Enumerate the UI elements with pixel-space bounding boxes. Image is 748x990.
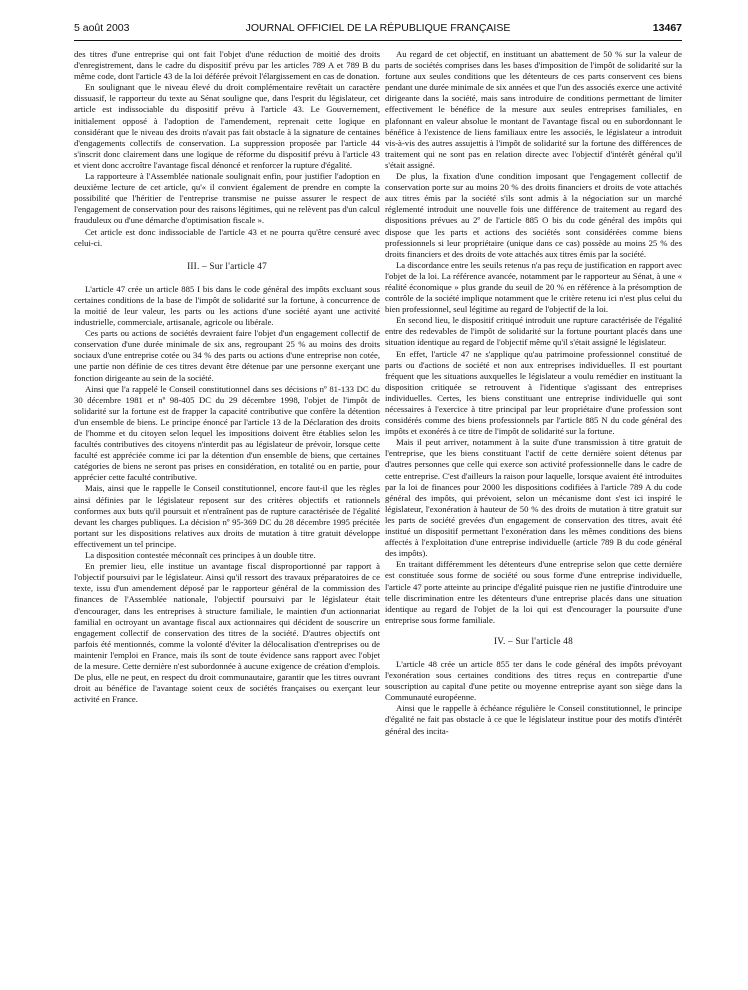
paragraph: L'article 47 crée un article 885 I bis dans le code général des impôts excluant sous certaines conditions de la base de l'impôt de solidarité sur la fortune, à concurrence de la moitié de leur valeur, les parts ou les actions d'une société ayant une activité industrielle, commerciale, artisanale, agricole ou libérale. <box>74 283 380 328</box>
left-column <box>74 49 380 984</box>
paragraph: Au regard de cet objectif, en instituant un abattement de 50 % sur la valeur de parts de sociétés comprises dans les bases d'imposition de l'impôt de solidarité sur la fortune aux seules conditions que les détenteurs de ces parts conservent ces biens pendant une durée minimale de six années et que l'un des associés exerce une activité dirigeante dans la société, mais sans introduire de conditions permettant de limiter effectivement le bénéfice de la mesure aux seules entreprises familiales, en plafonnant en valeur absolue le montant de l'avantage fiscal ou en subordonnant le bénéfice à l'existence de liens familiaux entre les associés, le législateur a introduit vis-à-vis des autres assujettis à l'impôt de solidarité sur la fortune des différences de traitement qui ne sont pas en relation directe avec l'objectif d'intérêt général qu'il s'était assigné. <box>385 49 682 170</box>
paragraph: De plus, la fixation d'une condition imposant que l'engagement collectif de conservation porte sur au moins 20 % des droits financiers et droits de vote attachés aux titres émis par la société s'ils sont admis à la négociation sur un marché réglementé introduit une nouvelle fois une différence de traitement au regard des dispositions prévues au 2º de l'article 885 O bis du code général des impôts qui dispose que les parts et actions des sociétés sont considérées comme biens professionnels si leur propriétaire (unique dans ce cas) possède au moins 25 % des droits financiers et des droits de vote attachés aux titres émis par la société. <box>385 171 682 259</box>
page-number: 13467 <box>652 22 682 34</box>
paragraph: En traitant différemment les détenteurs d'une entreprise selon que cette dernière est constituée sous forme de société ou sous forme d'une entreprise individuelle, l'article 47 porte atteinte au principe d'égalité puisque rien ne justifie d'introduire une telle discrimination entre les détenteurs d'une entreprise placés dans une situation identique au regard de l'objet de la loi qui est d'encourager la poursuite d'une entreprise sous forme familiale. <box>385 559 682 625</box>
paragraph: L'article 48 crée un article 855 ter dans le code général des impôts prévoyant l'exonération sous certaines conditions des titres reçus en contrepartie d'une souscription au capital d'une petite ou moyenne entreprise ayant son siège dans la Communauté européenne. <box>385 658 682 703</box>
paragraph: La discordance entre les seuils retenus n'a pas reçu de justification en rapport avec l'objet de la loi. La référence avancée, notamment par le rapporteur au Sénat, à une « réalité économique » plus grande du seuil de 20 % en référence à la présomption de contrôle de la société implique notamment que le critère retenu ici n'est plus celui du bien professionnel, seul légitime au regard de l'objectif de la loi. <box>385 259 682 315</box>
section-heading-article-47: III. – Sur l'article 47 <box>187 261 267 272</box>
paragraph: des titres d'une entreprise qui ont fait l'objet d'une réduction de moitié des droits d'enregistrement, dans le cadre du dispositif prévu par les articles 789 A et 789 B du même code, dont l'article 43 de la loi déférée prévoit l'élargissement en cas de donation. <box>74 49 380 82</box>
paragraph: En effet, l'article 47 ne s'applique qu'au patrimoine professionnel constitué de parts ou d'actions de société et non aux entreprises individuelles. Il est pourtant fréquent que les situations auxquelles le législateur a voulu remédier en instituant la disposition critiquée se retrouvent à l'identique s'agissant des entreprises individuelles. Certes, les biens constituant une entreprise individuelle qui sont nécessaires à l'exercice à titre principal par leur propriétaire d'une profession sont considérés comme des biens professionnels par l'article 885 N du code général des impôts et exonérés à ce titre de l'impôt de solidarité sur la fortune. <box>385 348 682 437</box>
paragraph: Ainsi que le rappelle à échéance régulière le Conseil constitutionnel, le principe d'égalité ne fait pas obstacle à ce que le législateur institue pour des motifs d'intérêt général des incita- <box>385 703 682 736</box>
paragraph: La disposition contestée méconnaît ces principes à un double titre. <box>85 550 316 561</box>
header-rule <box>74 40 682 41</box>
paragraph: En soulignant que le niveau élevé du droit complémentaire revêtait un caractère dissuasif, le rapporteur du texte au Sénat souligne que, dans l'esprit du législateur, cet article est indissociable du dispositif prévu à l'article 43. Le Gouvernement, initialement opposé à l'adoption de l'amendement, reprenait cette logique en considérant que le niveau des droits n'avait pas fait obstacle à la signature de centaines d'engagements collectifs de conservation. La suppression proposée par l'article 44 s'inscrit donc clairement dans une logique de réforme du dispositif prévu à l'article 43 et vient donc accroître l'avantage fiscal dénoncé et renforcer la rupture d'égalité. <box>74 82 380 170</box>
paragraph: En premier lieu, elle institue un avantage fiscal disproportionné par rapport à l'objectif poursuivi par le législateur. Ainsi qu'il ressort des travaux préparatoires de ce texte, issu d'un amendement déposé par le rapporteur général de la commission des finances de l'Assemblée nationale, l'objectif poursuivi par le législateur était d'encourager, dans les entreprises à structure familiale, le maintien d'un actionnariat familial en octroyant un avantage fiscal aux actionnaires qui décident de souscrire un engagement collectif de conservation des titres de la société. D'autres objectifs ont parfois été mentionnés, comme la volonté d'éviter la délocalisation d'entreprises ou de maintenir l'emploi en France, mais ils sont de toute évidence sans rapport avec l'objet de la mesure. Cette dernière n'est subordonnée à aucune exigence de création d'emplois. De plus, elle ne peut, en respect du droit communautaire, garantir que les titres ouvrant droit au bénéfice de l'avantage soient ceux de sociétés françaises ou exerçant leur activité en France. <box>74 561 380 705</box>
right-column <box>385 49 682 984</box>
journal-title: JOURNAL OFFICIEL DE LA RÉPUBLIQUE FRANÇAISE <box>245 22 511 34</box>
issue-date: 5 août 2003 <box>74 22 130 34</box>
paragraph: Mais il peut arriver, notamment à la suite d'une transmission à titre gratuit de l'entreprise, que les biens constituant l'actif de cette dernière soient détenus par d'autres personnes que celle qui exerce son activité professionnelle dans le cadre de cette entreprise. C'est d'ailleurs la raison pour laquelle, lorsque avaient été introduites par la loi de finances pour 2000 les dispositions codifiées à l'article 789 A du code général des impôts, qui prévoient, selon un mécanisme dont s'est ici inspiré le législateur, l'exonération à hauteur de 50 % des droits de mutation à titre gratuit sur les parts de société grevées d'un engagement de conservation des titres, avait été institué un dispositif permettant l'exonération dans les mêmes conditions des biens affectés à l'exploitation d'une entreprise individuelle (article 789 B du code général des impôts). <box>385 437 682 559</box>
paragraph: Mais, ainsi que le rappelle le Conseil constitutionnel, encore faut-il que les règles ainsi définies par le législateur reposent sur des critères objectifs et rationnels conformes aux buts qu'il poursuit et n'entraînent pas de rupture caractérisée de l'égalité devant les charges publiques. La décision nº 95-369 DC du 28 décembre 1995 précitée portant sur les dispositions relatives aux droits de mutation à titre gratuit développe effectivement un tel principe. <box>74 483 380 549</box>
paragraph: La rapporteure à l'Assemblée nationale soulignait enfin, pour justifier l'adoption en deuxième lecture de cet article, qu'« il convient également de prendre en compte la possibilité que l'héritier de l'entreprise transmise ne puisse assurer le respect de l'engagement de conservation pour des raisons légitimes, qui ne relèvent pas d'un calcul frauduleux ou d'une démarche d'optimisation fiscale ». <box>74 171 380 226</box>
paragraph: Ainsi que l'a rappelé le Conseil constitutionnel dans ses décisions nº 81-133 DC du 30 décembre 1981 et nº 98-405 DC du 29 décembre 1998, l'objet de l'impôt de solidarité sur la fortune est de frapper la capacité contributive que confère la détention d'un ensemble de biens. Le principe énoncé par l'article 13 de la Déclaration des droits de l'homme et du citoyen selon lequel les impositions doivent être établies selon les facultés contributives des citoyens n'interdit pas au législateur de prévoir, lorsque cette faculté est appréciée comme ici par la détention d'un ensemble de biens, que certaines catégories de biens ne seront pas prises en considération, en totalité ou en partie, pour apprécier cette faculté contributive. <box>74 383 380 483</box>
paragraph: Cet article est donc indissociable de l'article 43 et ne pourra qu'être censuré avec celui-ci. <box>74 226 380 248</box>
page-header <box>74 22 682 38</box>
section-heading-article-48: IV. – Sur l'article 48 <box>494 636 573 647</box>
paragraph: En second lieu, le dispositif critiqué introduit une rupture caractérisée de l'égalité entre des redevables de l'impôt de solidarité sur la fortune pourtant placés dans une situation identique au regard de l'objectif même qu'il s'était assigné le législateur. <box>385 315 682 348</box>
paragraph: Ces parts ou actions de sociétés devraient faire l'objet d'un engagement collectif de conservation d'une durée minimale de six ans, regroupant 25 % au moins des droits sociaux d'une entreprise cotée ou 34 % des parts ou actions d'une entreprise non cotée, une partie non définie de ces titres devant être détenue par une personne exerçant une fonction dirigeante au sein de la société. <box>74 328 380 383</box>
